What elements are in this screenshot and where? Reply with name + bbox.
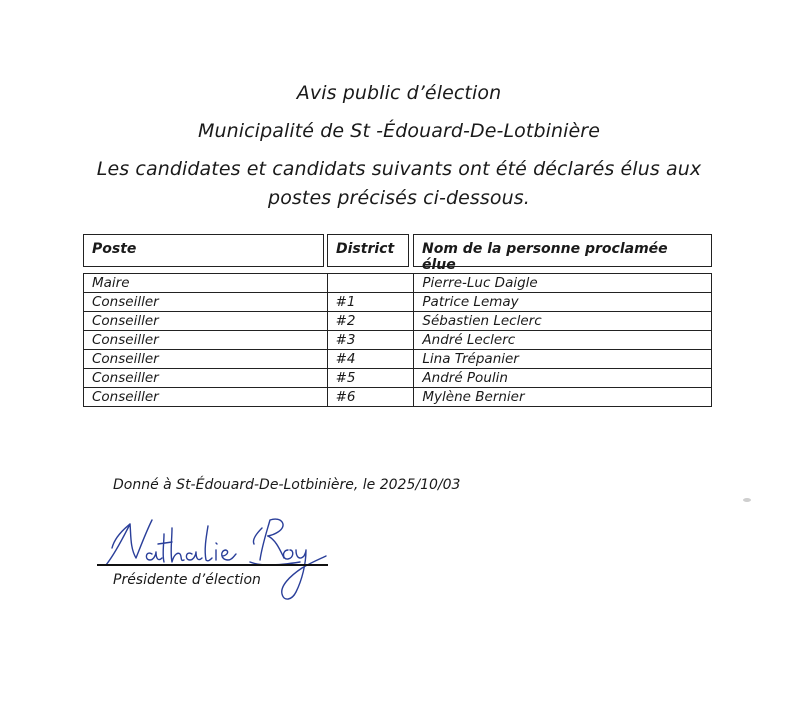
- cell-poste: Conseiller: [84, 388, 328, 407]
- given-at-line: Donné à St-Édouard-De-Lotbinière, le 2025/10/03: [113, 477, 461, 493]
- cell-poste: Conseiller: [84, 312, 328, 331]
- table-row: [84, 312, 712, 331]
- handwritten-signature: [100, 510, 330, 605]
- cell-district: #2: [327, 312, 414, 331]
- scan-speck: [742, 497, 752, 503]
- cell-nom: André Leclerc: [414, 331, 712, 350]
- cell-poste: Conseiller: [84, 331, 328, 350]
- table-row: [84, 331, 712, 350]
- table-row: [84, 369, 712, 388]
- cell-nom: Sébastien Leclerc: [414, 312, 712, 331]
- cell-nom: André Poulin: [414, 369, 712, 388]
- cell-nom: Patrice Lemay: [414, 293, 712, 312]
- cell-district: [327, 274, 414, 293]
- results-table: [83, 273, 712, 407]
- cell-district: #4: [327, 350, 414, 369]
- table-row: [84, 293, 712, 312]
- column-header-nom: Nom de la personne proclamée élue: [413, 234, 712, 267]
- municipality-name: Municipalité de St -Édouard-De-Lotbinière: [197, 120, 600, 142]
- cell-poste: Maire: [84, 274, 328, 293]
- signature-line: [97, 564, 328, 566]
- cell-poste: Conseiller: [84, 369, 328, 388]
- table-row: [84, 350, 712, 369]
- column-header-poste: Poste: [83, 234, 324, 267]
- cell-district: #3: [327, 331, 414, 350]
- cell-district: #1: [327, 293, 414, 312]
- cell-nom: Mylène Bernier: [414, 388, 712, 407]
- cell-district: #5: [327, 369, 414, 388]
- signatory-role: Présidente d’élection: [113, 572, 261, 588]
- intro-line-2: postes précisés ci-dessous.: [268, 187, 530, 209]
- cell-nom: Lina Trépanier: [414, 350, 712, 369]
- intro-line-1: Les candidates et candidats suivants ont été déclarés élus aux: [96, 158, 702, 180]
- column-header-district: District: [327, 234, 409, 267]
- cell-nom: Pierre-Luc Daigle: [414, 274, 712, 293]
- table-row: [84, 274, 712, 293]
- notice-title: Avis public d’élection: [296, 82, 502, 104]
- cell-poste: Conseiller: [84, 293, 328, 312]
- table-row: [84, 388, 712, 407]
- cell-district: #6: [327, 388, 414, 407]
- cell-poste: Conseiller: [84, 350, 328, 369]
